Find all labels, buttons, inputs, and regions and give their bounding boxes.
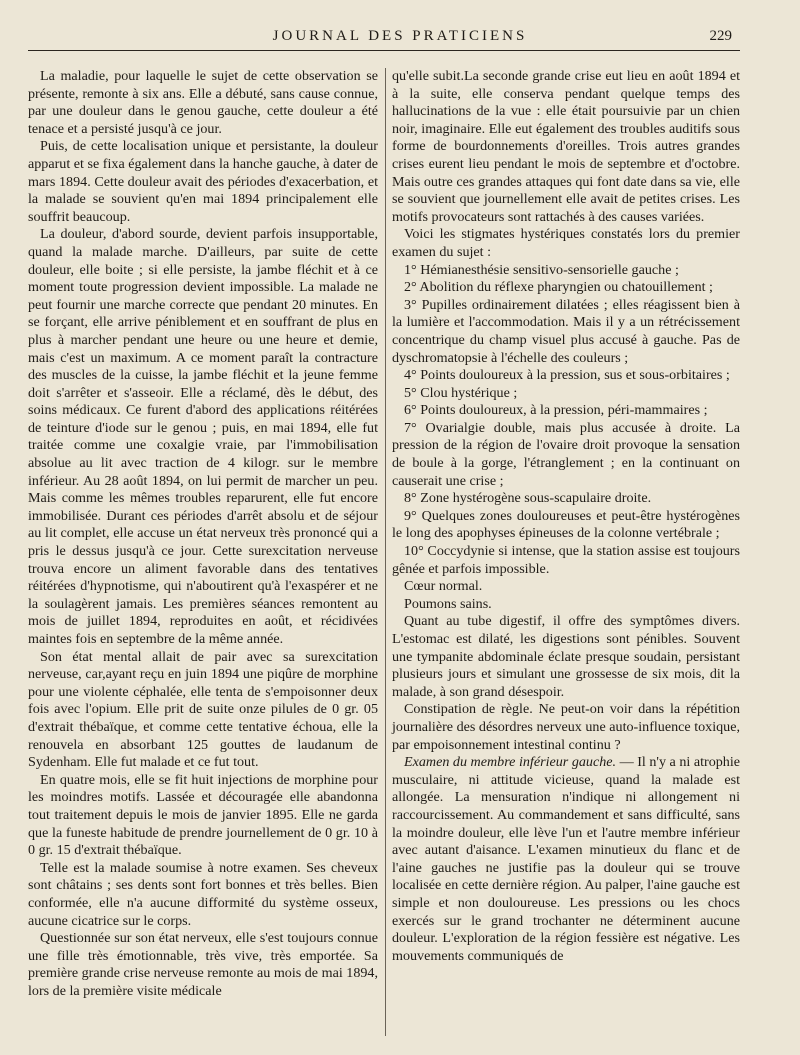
paragraph: Questionnée sur son état nerveux, elle s'est toujours connue une fille très émotionnable, très vive, très emportée. Sa première grande crise nerveuse remonte au mois de mai 1894, lors de la première visite médicale <box>28 930 378 999</box>
paragraph: La douleur, d'abord sourde, devient parfois insupportable, quand la malade marche. D'ailleurs, par suite de cette douleur, elle boite ; si elle persiste, la jambe fléchit et à ce moment toute progression devient impossible. La malade ne peut fournir une marche correcte que pendant 20 minutes. En se forçant, elle arrive péniblement et en souffrant de plus en plus à marcher pendant une heure ou une heure et demie, mais c'est un maximum. A ce moment paraît la contracture des muscles de la cuisse, la jambe fléchit et la jeune femme doit s'arrêter et s'asseoir. Elle a réclamé, dès le début, des soins médicaux. Ce furent d'abord des applications réitérées de teinture d'iode sur le genou ; puis, en mai 1894, elle fut traitée comme une coxalgie vraie, par l'immobilisation absolue au lit avec traction de 4 kilogr. sur le membre inférieur. Au 28 août 1894, on lui permit de marcher un peu. Mais comme les mêmes troubles reparurent, elle fut encore immobilisée. Durant ces périodes d'arrêt absolu et de séjour au lit complet, elle accuse un état nerveux très prononcé qui a pris le dessus jusqu'à ce jour. Cette surexcitation nerveuse trouva encore un aliment favorable dans des tentatives réitérées d'hypnotisme, qui n'aboutirent qu'à l'exaspérer et ne la soulagèrent jamais. Les premières séances remontent au mois de juillet 1894, reproduites en août, et récidivées maintes fois en septembre de la même année. <box>28 226 378 647</box>
page-header <box>0 0 800 60</box>
list-item: 10° Coccydynie si intense, que la station assise est toujours gênée et parfois impossible. <box>392 543 740 577</box>
list-item: 3° Pupilles ordinairement dilatées ; elles réagissent bien à la lumière et l'accommodation. Mais il y a un rétrécissement concentrique du champ visuel plus accusé à gauche. Pas de dyschromatopsie à l'échelle des couleurs ; <box>392 296 740 366</box>
left-column <box>28 68 378 1000</box>
paragraph: En quatre mois, elle se fit huit injections de morphine pour les moindres motifs. Lassée et découragée elle abandonna tout traitement depuis le mois de janvier 1895. Elle ne garda que la funeste habitude de prendre journellement de 0 gr. 10 à 0 gr. 15 d'extrait thébaïque. <box>28 771 378 859</box>
list-item: 5° Clou hystérique ; <box>404 384 518 401</box>
paragraph: Constipation de règle. Ne peut-on voir dans la répétition journalière des désordres nerveux une auto-influence toxique, par empoisonnement intestinal continu ? <box>392 701 740 753</box>
list-item: 8° Zone hystérogène sous-scapulaire droite. <box>404 490 652 507</box>
paragraph: Poumons sains. <box>404 595 492 612</box>
paragraph: La maladie, pour laquelle le sujet de cette observation se présente, remonte à six ans. Elle a débuté, sans cause connue, par une douleur dans le genou gauche, cette douleur a été tenace et a persisté jusqu'à ce jour. <box>28 68 378 137</box>
right-column <box>392 68 740 965</box>
page-number: 229 <box>709 28 732 44</box>
running-title: JOURNAL DES PRATICIENS <box>272 28 528 44</box>
paragraph: Telle est la malade soumise à notre examen. Ses cheveux sont châtains ; ses dents sont fort bonnes et très belles. Bien conformée, elle n'a aucune difformité du système osseux, aucune cicatrice sur le corps. <box>28 859 378 929</box>
paragraph: qu'elle subit.La seconde grande crise eut lieu en août 1894 et à la suite, elle conserva pendant quelque temps des hallucinations de la vue : elle était poursuivie par un chien noir, imaginaire. Elle eut également des troubles auditifs sous forme de bourdonnements d'oreilles. Trois autres grandes crises eurent lieu pendant le mois de septembre et d'octobre. Mais outre ces grandes attaques qui font date dans sa vie, elle se souvient que journellement elle avait de petites crises. Les motifs provocateurs sont rattachés à des causes variées. <box>392 68 740 225</box>
list-item: 4° Points douloureux à la pression, sus et sous-orbitaires ; <box>404 367 730 384</box>
paragraph: Cœur normal. <box>404 578 483 595</box>
list-item: 1° Hémianesthésie sensitivo-sensorielle gauche ; <box>404 261 679 278</box>
list-item: 6° Points douloureux, à la pression, péri-mammaires ; <box>404 402 708 419</box>
list-item: 9° Quelques zones douloureuses et peut-être hystérogènes le long des apophyses épineuses de la colonne vertébrale ; <box>392 507 740 542</box>
column-divider <box>385 68 386 1036</box>
list-item: 2° Abolition du réflexe pharyngien ou chatouillement ; <box>404 279 713 296</box>
paragraph: Quant au tube digestif, il offre des symptômes divers. L'estomac est dilaté, les digestions sont pénibles. Souvent une tympanite abdominale éclate presque soudain, persistant plusieurs jours et simulant une grossesse de six mois, dit la malade, à son grand désespoir. <box>392 613 740 700</box>
paragraph: Son état mental allait de pair avec sa surexcitation nerveuse, car,ayant reçu en juin 1894 une piqûre de morphine pour une violente céphalée, elle tenta de s'empoisonner deux fois avec l'opium. Elle prit de suite onze pilules de 0 gr. 05 d'extrait thébaïque, et comme cette tentative échoua, elle la renouvela en absorbant 125 gouttes de laudanum de Sydenham. Elle fut malade et ce fut tout. <box>28 648 378 771</box>
list-item: 7° Ovarialgie double, mais plus accusée à droite. La pression de la région de l'ovaire droit provoque la sensation de boule à la gorge, l'étranglement ; en la continuant on causerait une crise ; <box>392 419 740 489</box>
header-rule <box>28 50 740 51</box>
paragraph <box>392 754 740 965</box>
paragraph: Voici les stigmates hystériques constatés lors du premier examen du sujet : <box>392 226 740 260</box>
paragraph: Puis, de cette localisation unique et persistante, la douleur apparut et se fixa également dans la hanche gauche, à dater de mars 1894. Cette douleur avait des périodes d'exacerbation, et la malade se souvient qu'en mai 1894 principalement elle souffrit beaucoup. <box>28 138 378 225</box>
section-heading-italic: Examen du membre inférieur gauche. <box>404 754 617 771</box>
paragraph-text: — Il n'y a ni atrophie musculaire, ni attitude vicieuse, quand la malade est allongée. La mensuration n'indique ni allongement ni raccourcissement. Au commandement et sans difficulté, sans la moindre douleur, elle lève l'un et l'autre membre inférieur avec autant d'aisance. L'examen minutieux du flanc et de l'aine gauches ne justifie pas la douleur qui se trouve localisée en cette dernière région. Au palper, l'aine gauche est simple et non douloureuse. Les pressions ou les chocs exercés sur le grand trochanter ne déterminent aucune douleur. L'exploration de la région fessière est négative. Les mouvements communiqués de <box>392 754 741 964</box>
